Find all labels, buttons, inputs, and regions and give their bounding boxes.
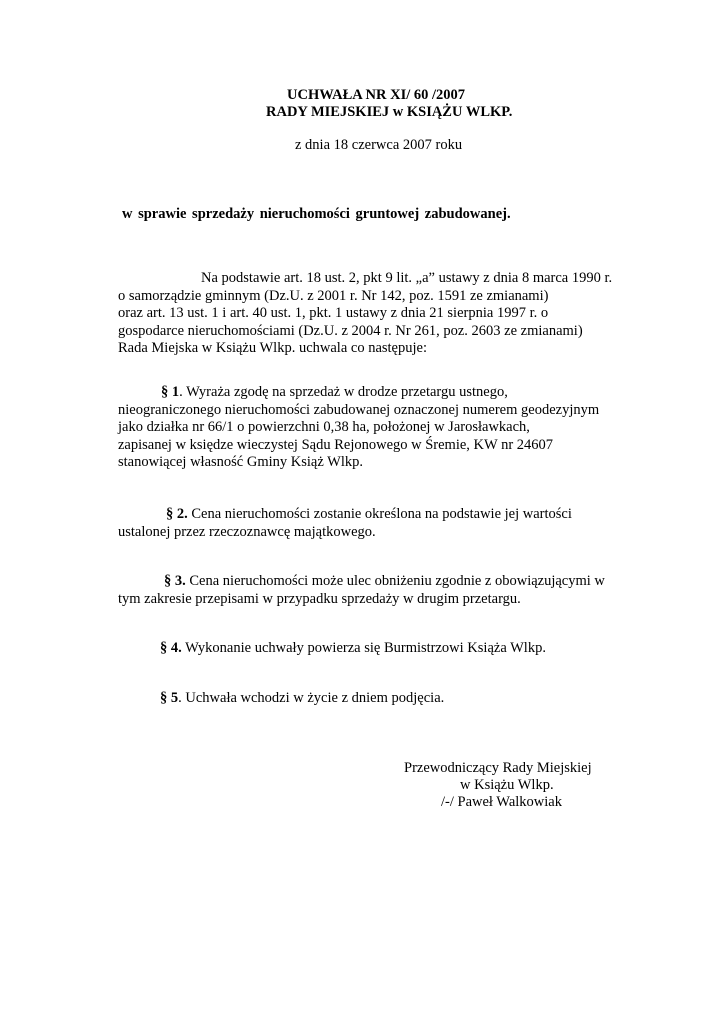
section-5 <box>160 690 444 708</box>
signature-place: w Książu Wlkp. <box>460 777 554 793</box>
section-3 <box>118 573 605 608</box>
section-mark: § 2. <box>166 506 188 522</box>
section-text: nieograniczonego nieruchomości zabudowanej oznaczonej numerem geodezyjnym <box>118 401 600 418</box>
section-mark: § 4. <box>160 640 182 656</box>
section-mark: § 5 <box>160 690 179 706</box>
resolution-date: z dnia 18 czerwca 2007 roku <box>295 137 463 153</box>
legal-basis-line: Rada Miejska w Książu Wlkp. uchwala co następuje: <box>118 340 427 356</box>
section-text: . Wyraża zgodę na sprzedaż w drodze przetargu ustnego, <box>179 384 508 400</box>
section-text: zapisanej w księdze wieczystej Sądu Rejonowego w Śremie, KW nr 24607 <box>118 436 554 453</box>
section-text: tym zakresie przepisami w przypadku sprzedaży w drugim przetargu. <box>118 590 521 607</box>
legal-basis-line: gospodarce nieruchomościami (Dz.U. z 2004 r. Nr 261, poz. 2603 ze zmianami) <box>118 322 583 339</box>
section-1 <box>118 384 599 472</box>
section-text: Wykonanie uchwały powierza się Burmistrzowi Książa Wlkp. <box>181 640 546 656</box>
legal-basis-line: oraz art. 13 ust. 1 i art. 40 ust. 1, pkt. 1 ustawy z dnia 21 sierpnia 1997 r. o <box>118 305 549 321</box>
resolution-number: UCHWAŁA NR XI/ 60 /2007 <box>287 87 466 103</box>
section-text: stanowiącej własność Gminy Książ Wlkp. <box>118 454 363 470</box>
section-text: Cena nieruchomości zostanie określona na podstawie jej wartości <box>187 506 572 522</box>
section-4 <box>160 640 546 658</box>
council-name: RADY MIEJSKIEJ w KSIĄŻU WLKP. <box>266 104 513 120</box>
section-mark: § 1 <box>161 384 180 400</box>
section-text: Cena nieruchomości może ulec obniżeniu zgodnie z obowiązującymi w <box>185 573 605 589</box>
section-2 <box>118 506 572 541</box>
section-text: . Uchwała wchodzi w życie z dniem podjęcia. <box>178 690 445 706</box>
section-text: jako działka nr 66/1 o powierzchni 0,38 ha, położonej w Jarosławkach, <box>118 419 530 435</box>
resolution-subject: w sprawie sprzedaży nieruchomości gruntowej zabudowanej. <box>122 206 511 222</box>
signature-name: /-/ Paweł Walkowiak <box>441 794 562 810</box>
legal-basis <box>118 270 612 358</box>
section-text: ustalonej przez rzeczoznawcę majątkowego. <box>118 523 376 540</box>
section-mark: § 3. <box>164 573 186 589</box>
signature-title: Przewodniczący Rady Miejskiej <box>404 760 592 776</box>
legal-basis-line: o samorządzie gminnym (Dz.U. z 2001 r. Nr 142, poz. 1591 ze zmianami) <box>118 287 549 304</box>
legal-basis-line: Na podstawie art. 18 ust. 2, pkt 9 lit. „a” ustawy z dnia 8 marca 1990 r. <box>201 270 613 286</box>
